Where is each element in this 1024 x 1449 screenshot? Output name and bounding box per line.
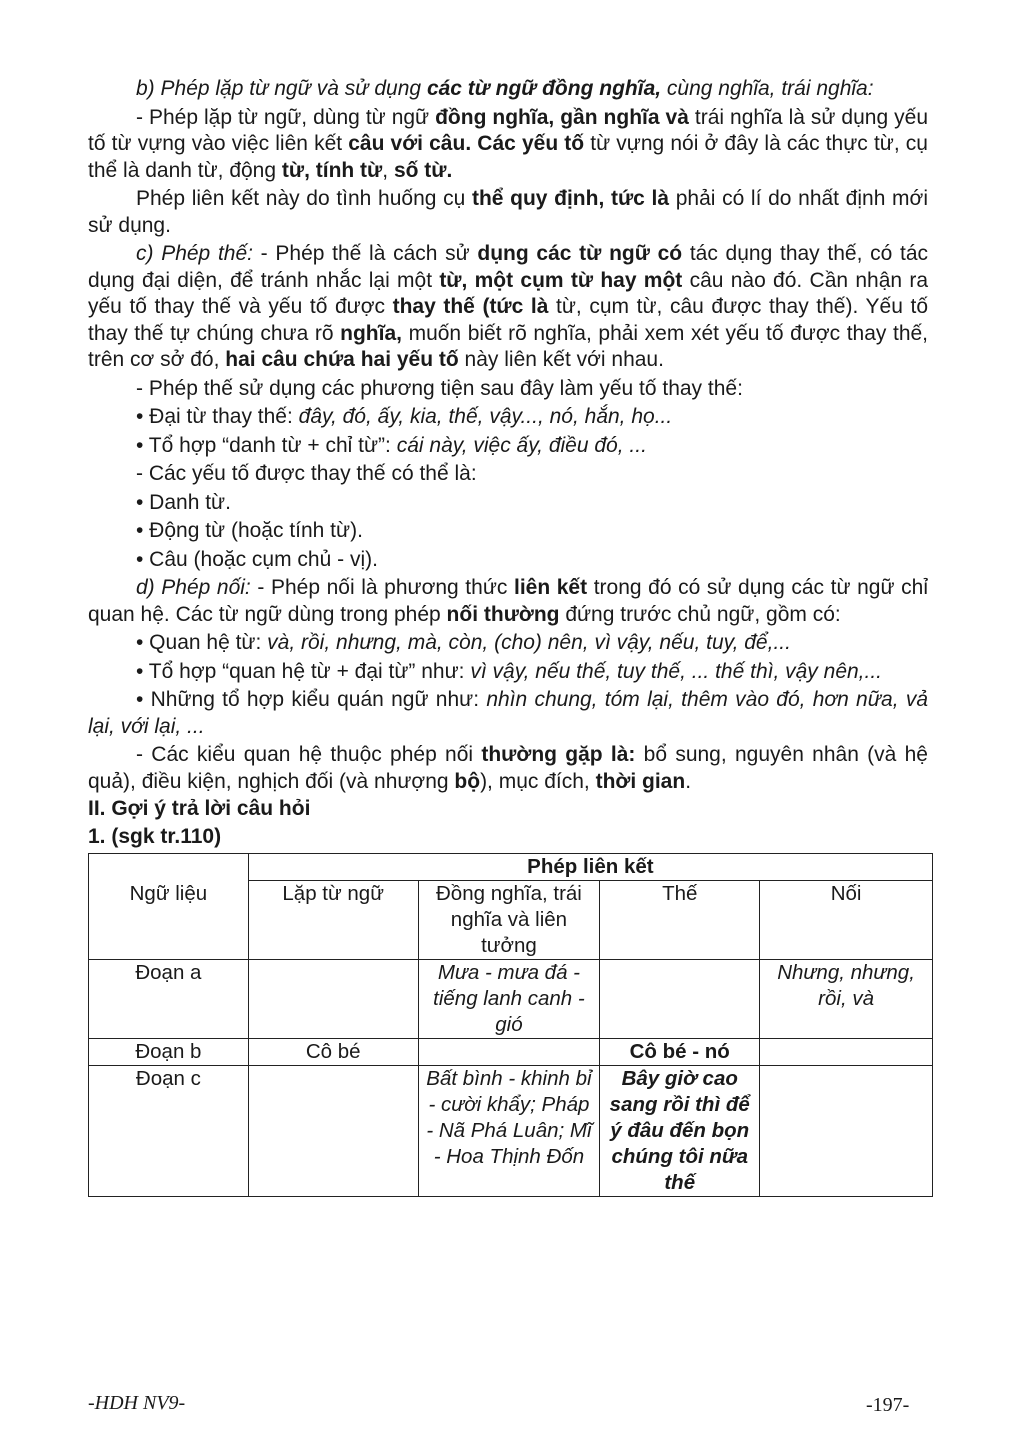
- section-c-bullet-pronouns: • Đại từ thay thế: đây, đó, ấy, kia, thế, vậy..., nó, hắn, họ...: [136, 405, 673, 428]
- question-1-heading: 1. (sgk tr.110): [88, 825, 222, 848]
- table-cell: Đoạn b: [89, 1039, 249, 1066]
- table-cell: Nhưng, nhưng, rồi, và: [760, 960, 933, 1039]
- section-c-paragraph-1: c) Phép thế: - Phép thế là cách sử dụng các từ ngữ có tác dụng thay thế, có tác dụng đại diện, để tránh nhắc lại một từ, một cụm từ hay một câu nào đó. Cần nhận ra yếu tố thay thế và yếu tố được thay thế (tức là từ, cụm từ, câu được thay thế). Yếu tố thay thế tự chúng chưa rõ nghĩa, muốn biết rõ nghĩa, phải xem xét yếu tố được thay thế, trên cơ sở đó, hai câu chứa hai yếu tố này liên kết với nhau.: [88, 242, 929, 371]
- section-d-paragraph-1: d) Phép nối: - Phép nối là phương thức liên kết trong đó có sử dụng các từ ngữ chỉ quan hệ. Các từ ngữ dùng trong phép nối thường đứng trước chủ ngữ, gồm có:: [88, 576, 928, 626]
- table-cell: [760, 1039, 933, 1066]
- section-c-paragraph-2: - Phép thế sử dụng các phương tiện sau đây làm yếu tố thay thế:: [136, 376, 743, 400]
- table-corner-cell: [89, 854, 249, 881]
- table-header-cell: Lặp từ ngữ: [248, 881, 418, 960]
- table-row: [89, 1039, 933, 1066]
- table-header-cell: Ngữ liệu: [89, 881, 249, 960]
- table-row: [89, 960, 933, 1039]
- section-c-bullet-clause: • Câu (hoặc cụm chủ - vị).: [136, 547, 378, 571]
- section-b-paragraph-1: - Phép lặp từ ngữ, dùng từ ngữ đồng nghĩa, gần nghĩa và trái nghĩa là sử dụng yếu tố từ vựng vào việc liên kết câu với câu. Các yếu tố từ vựng nói ở đây là các thực từ, cụ thể là danh từ, động từ, tính từ, số từ.: [88, 105, 928, 182]
- table-cell: Mưa - mưa đá - tiếng lanh canh - gió: [418, 960, 600, 1039]
- table-cell: Đoạn c: [89, 1066, 249, 1197]
- section-ii-heading: II. Gợi ý trả lời câu hỏi: [88, 797, 311, 820]
- table-header-cell: Thế: [600, 881, 760, 960]
- section-d-paragraph-2: - Các kiểu quan hệ thuộc phép nối thường gặp là: bổ sung, nguyên nhân (và hệ quả), điều kiện, nghịch đối (và nhượng bộ), mục đích, thời gian.: [88, 743, 928, 793]
- section-c-bullet-noun: • Danh từ.: [136, 490, 231, 514]
- table-header-cell: Nối: [760, 881, 933, 960]
- footer-book-code: -HDH NV9-: [88, 1392, 186, 1414]
- page-number: -197-: [866, 1394, 910, 1416]
- section-c-bullet-verb: • Động từ (hoặc tính từ).: [136, 519, 363, 542]
- table-row: [89, 1066, 933, 1197]
- table-cell: [248, 1066, 418, 1197]
- table-cell: Đoạn a: [89, 960, 249, 1039]
- table-header-row: [89, 881, 933, 960]
- section-d-bullet-relational-words: • Quan hệ từ: và, rồi, nhưng, mà, còn, (cho) nên, vì vậy, nếu, tuy, để,...: [136, 631, 791, 654]
- section-d-bullet-idioms: • Những tổ hợp kiểu quán ngữ như: nhìn chung, tóm lại, thêm vào đó, hơn nữa, vả lại, với lại, ...: [88, 688, 928, 738]
- table-cell: [248, 960, 418, 1039]
- section-b-heading: b) Phép lặp từ ngữ và sử dụng các từ ngữ đồng nghĩa, cùng nghĩa, trái nghĩa:: [136, 77, 874, 100]
- table-cell: [600, 960, 760, 1039]
- table-cell: Cô bé: [248, 1039, 418, 1066]
- table-group-header-row: [89, 854, 933, 881]
- section-d-bullet-relational-pronouns: • Tổ hợp “quan hệ từ + đại từ” như: vì vậy, nếu thế, tuy thế, ... thế thì, vậy nên,...: [136, 659, 883, 683]
- table-cell: Bất bình - khinh bỉ - cười khẩy; Pháp - Nã Phá Luân; Mĩ - Hoa Thịnh Đốn: [418, 1066, 600, 1197]
- table-header-cell: Đồng nghĩa, trái nghĩa và liên tưởng: [418, 881, 600, 960]
- section-c-paragraph-3: - Các yếu tố được thay thế có thể là:: [136, 462, 477, 485]
- section-c-bullet-combinations: • Tổ hợp “danh từ + chỉ từ”: cái này, việc ấy, điều đó, ...: [136, 433, 647, 457]
- table-cell: Cô bé - nó: [600, 1039, 760, 1066]
- table-cell: [760, 1066, 933, 1197]
- table-cell: Bây giờ cao sang rồi thì để ý đâu đến bọn chúng tôi nữa thế: [600, 1066, 760, 1197]
- table-cell: [418, 1039, 600, 1066]
- table-group-header: Phép liên kết: [248, 854, 932, 881]
- page-content: [88, 76, 928, 1197]
- section-b-paragraph-2: Phép liên kết này do tình huống cụ thể quy định, tức là phải có lí do nhất định mới sử dụng.: [88, 187, 928, 237]
- cohesion-table: [88, 853, 933, 1197]
